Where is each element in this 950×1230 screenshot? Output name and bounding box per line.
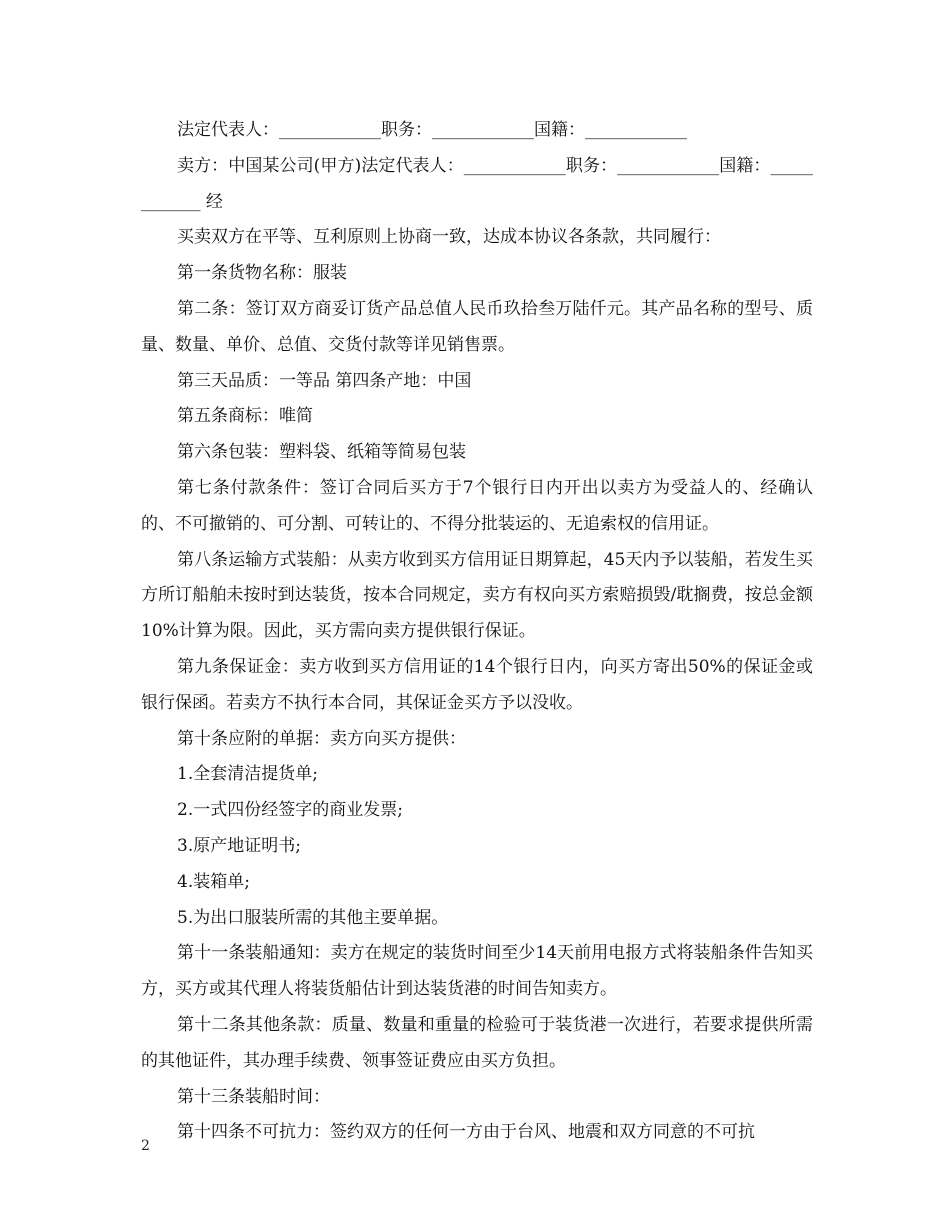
clause-5-trademark: 第五条商标：唯简	[177, 406, 313, 427]
clause-14-force-majeure: 第十四条不可抗力：签约双方的任何一方由于台风、地震和双方同意的不可抗	[177, 1122, 755, 1143]
clause-13-shipping-time: 第十三条装船时间：	[177, 1086, 330, 1107]
paragraph-preamble: 买卖双方在平等、互利原则上协商一致，达成本协议各条款，共同履行：	[177, 227, 721, 248]
clause-10-documents: 第十条应附的单据：卖方向买方提供：	[177, 728, 466, 749]
clause-7-payment: 第七条付款条件：签订合同后买方于7个银行日内开出以卖方为受益人的、经确认的、不可撤销的、可分割、可转让的、不得分批装运的、无追索权的信用证。	[141, 477, 813, 534]
clause-8-shipment: 第八条运输方式装船：从卖方收到买方信用证日期算起，45天内予以装船，若发生买方所订船舶未按时到达装货，按本合同规定，卖方有权向买方索赔损毁/耽搁费，按总金额10%计算为限。因此，买方需向卖方提供银行保证。	[141, 549, 813, 642]
document-body	[141, 113, 813, 1151]
paragraph-seller: 卖方：中国某公司(甲方)法定代表人：____________职务：____________国籍：____________ 经	[141, 155, 813, 212]
clause-6-packing: 第六条包装：塑料袋、纸箱等简易包装	[177, 442, 466, 463]
document-item-3: 3.原产地证明书;	[177, 835, 301, 856]
clause-1-goods-name: 第一条货物名称：服装	[177, 263, 347, 284]
clause-12-other-terms: 第十二条其他条款：质量、数量和重量的检验可于装货港一次进行，若要求提供所需的其他证件，其办理手续费、领事签证费应由买方负担。	[141, 1014, 813, 1071]
clause-3-quality-4-origin: 第三天品质：一等品 第四条产地：中国	[177, 370, 472, 391]
clause-9-deposit: 第九条保证金：卖方收到买方信用证的14个银行日内，向买方寄出50%的保证金或银行保函。若卖方不执行本合同，其保证金买方予以没收。	[141, 656, 813, 713]
document-item-5: 5.为出口服装所需的其他主要单据。	[177, 907, 449, 928]
document-item-2: 2.一式四份经签字的商业发票;	[177, 800, 403, 821]
paragraph-legal-representative: 法定代表人：____________职务：____________国籍：____________	[177, 120, 687, 140]
clause-11-shipping-notice: 第十一条装船通知：卖方在规定的装货时间至少14天前用电报方式将装船条件告知买方，买方或其代理人将装货船估计到达装货港的时间告知卖方。	[141, 943, 813, 1000]
document-item-4: 4.装箱单;	[177, 871, 250, 892]
clause-2-total-value: 第二条：签订双方商妥订货产品总值人民币玖拾叁万陆仟元。其产品名称的型号、质量、数量、单价、总值、交货付款等详见销售票。	[141, 298, 813, 355]
page-number: 2	[141, 1138, 150, 1154]
document-item-1: 1.全套清洁提货单;	[177, 764, 318, 785]
